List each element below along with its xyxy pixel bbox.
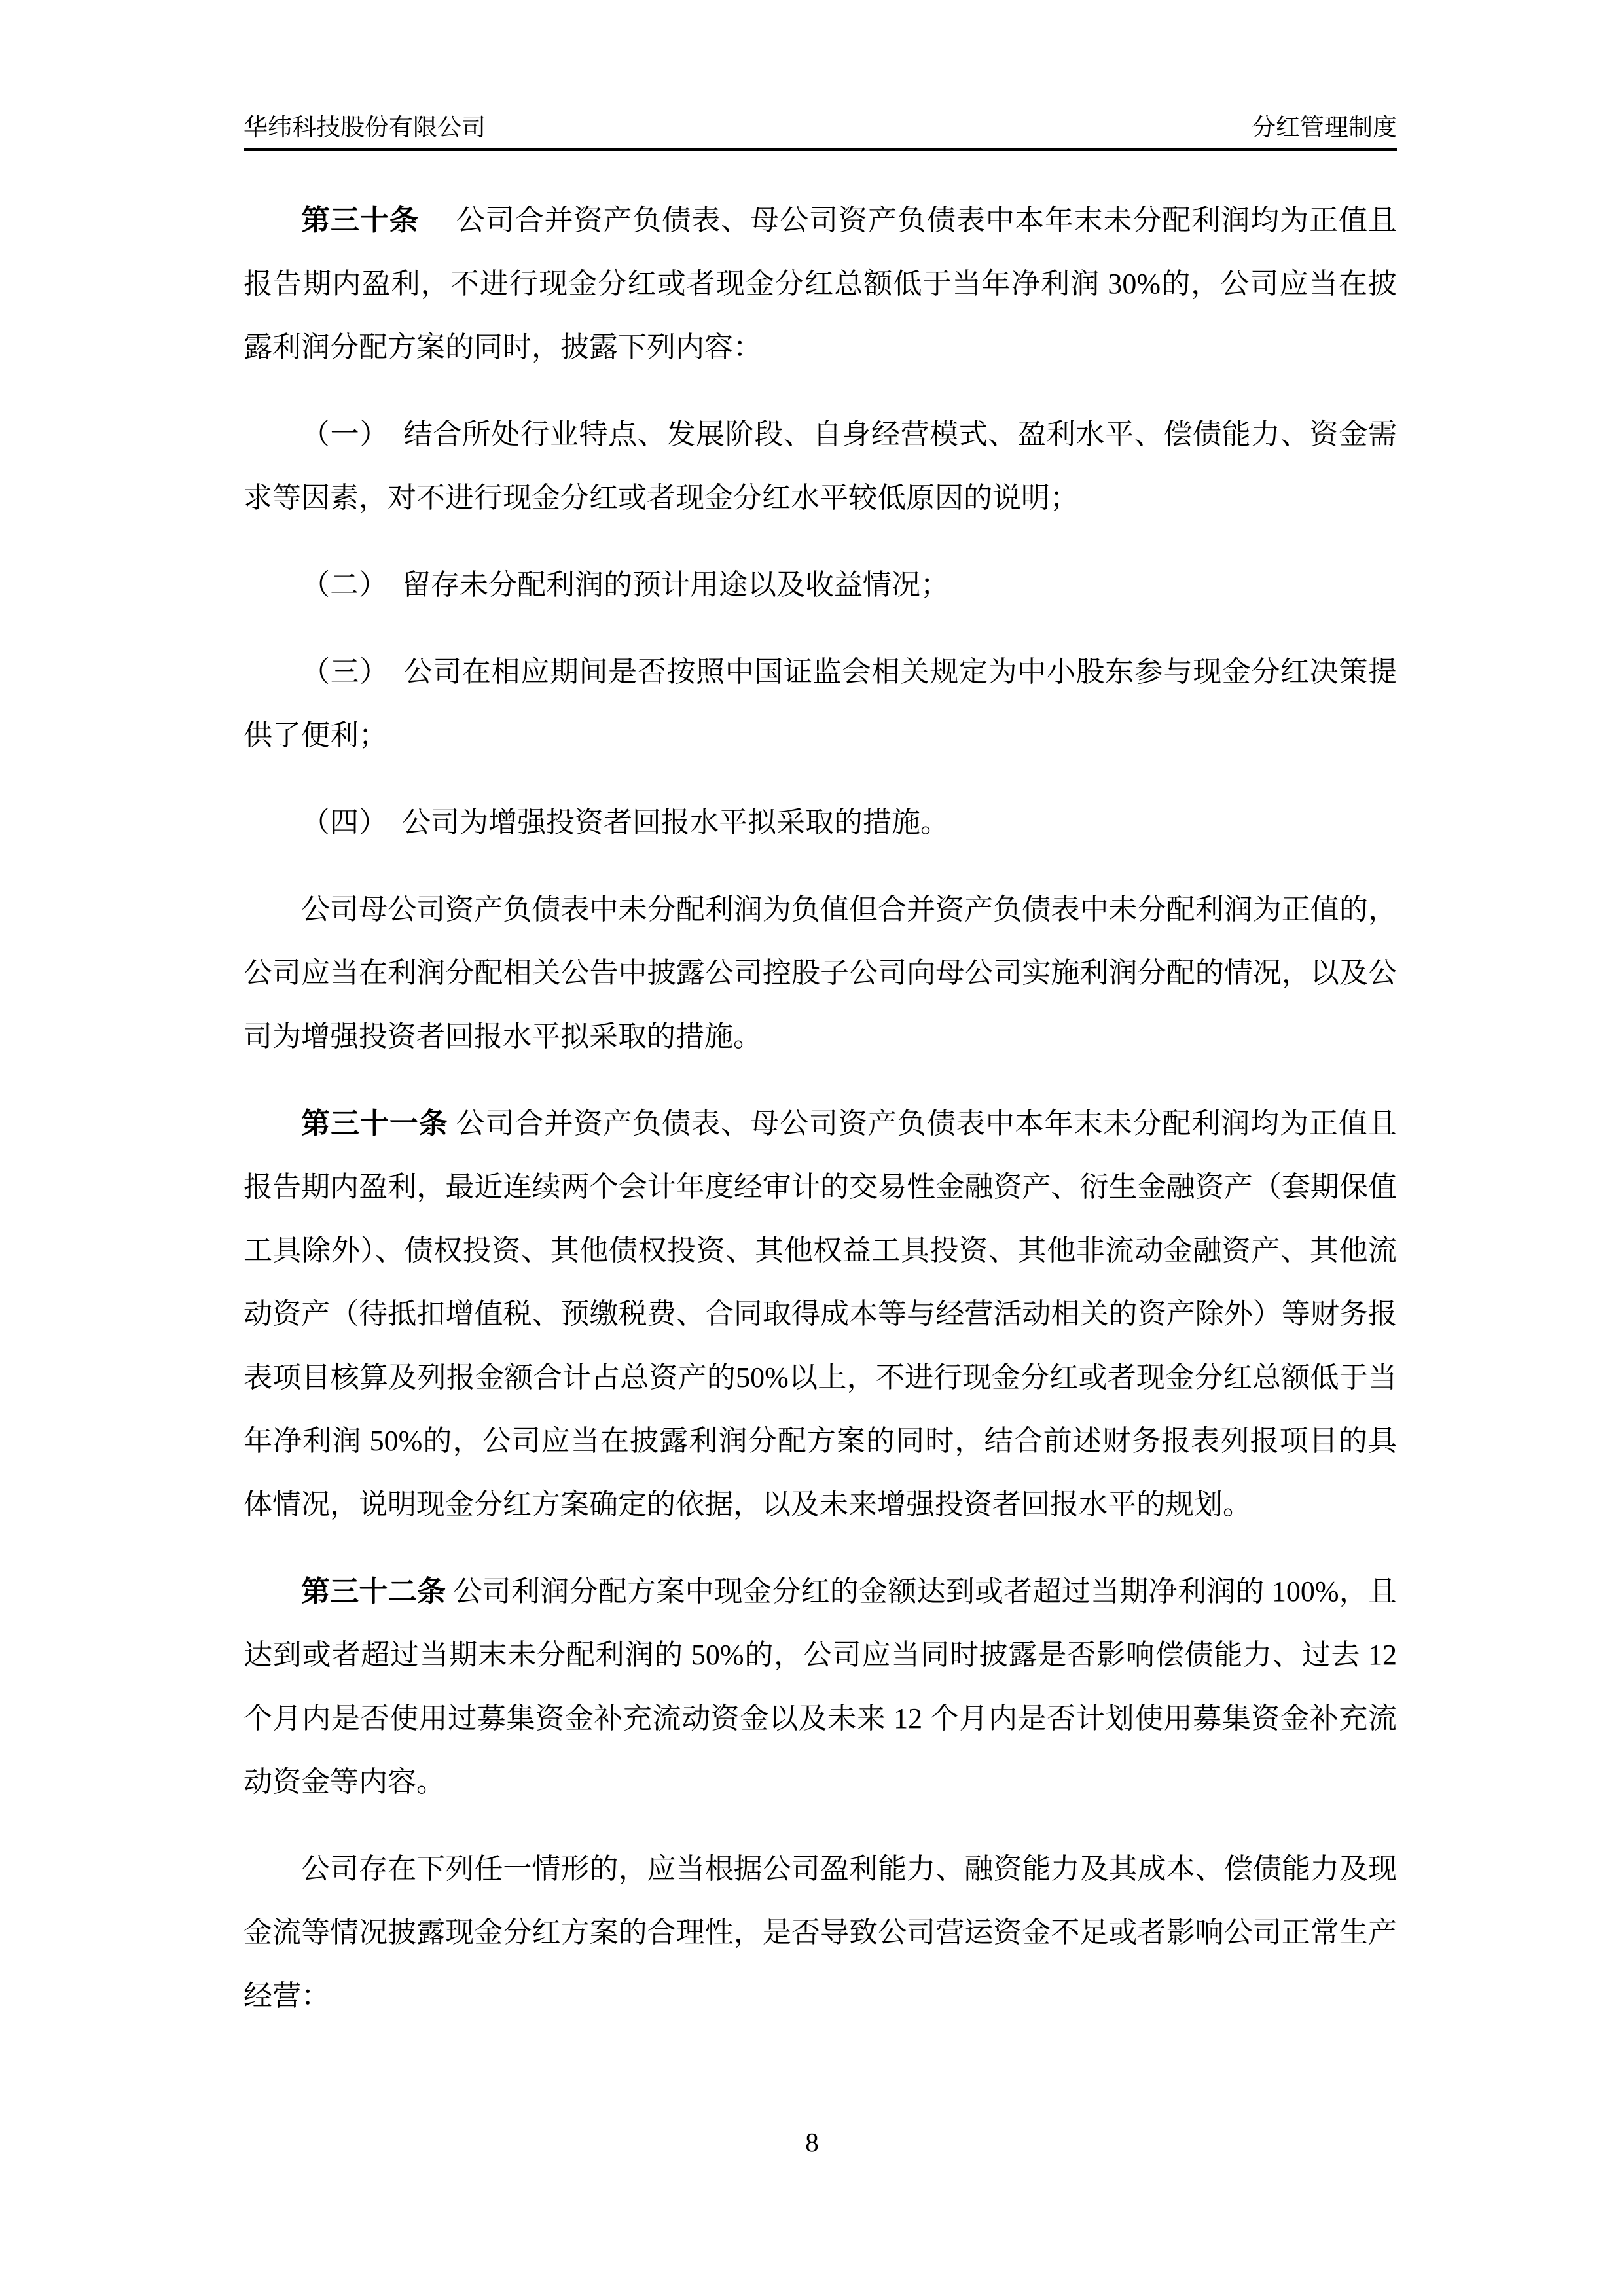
- header-doc-title: 分红管理制度: [1252, 115, 1397, 141]
- page-header: [244, 114, 1397, 151]
- item-number: （二）: [301, 569, 373, 601]
- paragraph: 第三十二条 公司利润分配方案中现金分红的金额达到或者超过当期净利润的 100%，且达到或者超过当期末未分配利润的 50%的，公司应当同时披露是否影响偿债能力、过去 12 个月内是否使用过募集资金补充流动资金以及未来 12 个月内是否计划使用募集资金补充流动资金等内容。: [244, 1575, 1398, 1798]
- article-number: 第三十一条: [301, 1107, 448, 1139]
- document-body: [244, 188, 1397, 2051]
- item-number: （四）: [301, 806, 373, 838]
- item-number: （一）: [301, 418, 374, 450]
- paragraph: （四） 公司为增强投资者回报水平拟采取的措施。: [301, 806, 949, 838]
- paragraph: 第三十条 公司合并资产负债表、母公司资产负债表中本年末未分配利润均为正值且报告期内盈利，不进行现金分红或者现金分红总额低于当年净利润 30%的，公司应当在披露利润分配方案的同时，披露下列内容：: [244, 204, 1398, 363]
- article-number: 第三十条: [301, 204, 419, 236]
- paragraph: 第三十一条 公司合并资产负债表、母公司资产负债表中本年末未分配利润均为正值且报告期内盈利，最近连续两个会计年度经审计的交易性金融资产、衍生金融资产（套期保值工具除外）、债权投资、其他债权投资、其他权益工具投资、其他非流动金融资产、其他流动资产（待抵扣增值税、预缴税费、合同取得成本等与经营活动相关的资产除外）等财务报表项目核算及列报金额合计占总资产的50%以上，不进行现金分红或者现金分红总额低于当年净利润 50%的，公司应当在披露利润分配方案的同时，结合前述财务报表列报项目的具体情况，说明现金分红方案确定的依据，以及未来增强投资者回报水平的规划。: [244, 1107, 1398, 1520]
- paragraph: 公司存在下列任一情形的，应当根据公司盈利能力、融资能力及其成本、偿债能力及现金流等情况披露现金分红方案的合理性，是否导致公司营运资金不足或者影响公司正常生产经营：: [244, 1853, 1397, 2012]
- page-number: 8: [805, 2127, 819, 2157]
- item-number: （三）: [301, 656, 374, 688]
- page-footer: [0, 2126, 1624, 2159]
- paragraph: （一） 结合所处行业特点、发展阶段、自身经营模式、盈利水平、偿债能力、资金需求等因素，对不进行现金分红或者现金分红水平较低原因的说明；: [244, 418, 1398, 514]
- article-number: 第三十二条: [301, 1575, 446, 1607]
- paragraph: 公司母公司资产负债表中未分配利润为负值但合并资产负债表中未分配利润为正值的，公司应当在利润分配相关公告中披露公司控股子公司向母公司实施利润分配的情况，以及公司为增强投资者回报水平拟采取的措施。: [244, 893, 1397, 1052]
- paragraph: （二） 留存未分配利润的预计用途以及收益情况；: [301, 569, 949, 601]
- paragraph: （三） 公司在相应期间是否按照中国证监会相关规定为中小股东参与现金分红决策提供了便利；: [244, 656, 1398, 751]
- header-company-name: 华纬科技股份有限公司: [244, 115, 486, 141]
